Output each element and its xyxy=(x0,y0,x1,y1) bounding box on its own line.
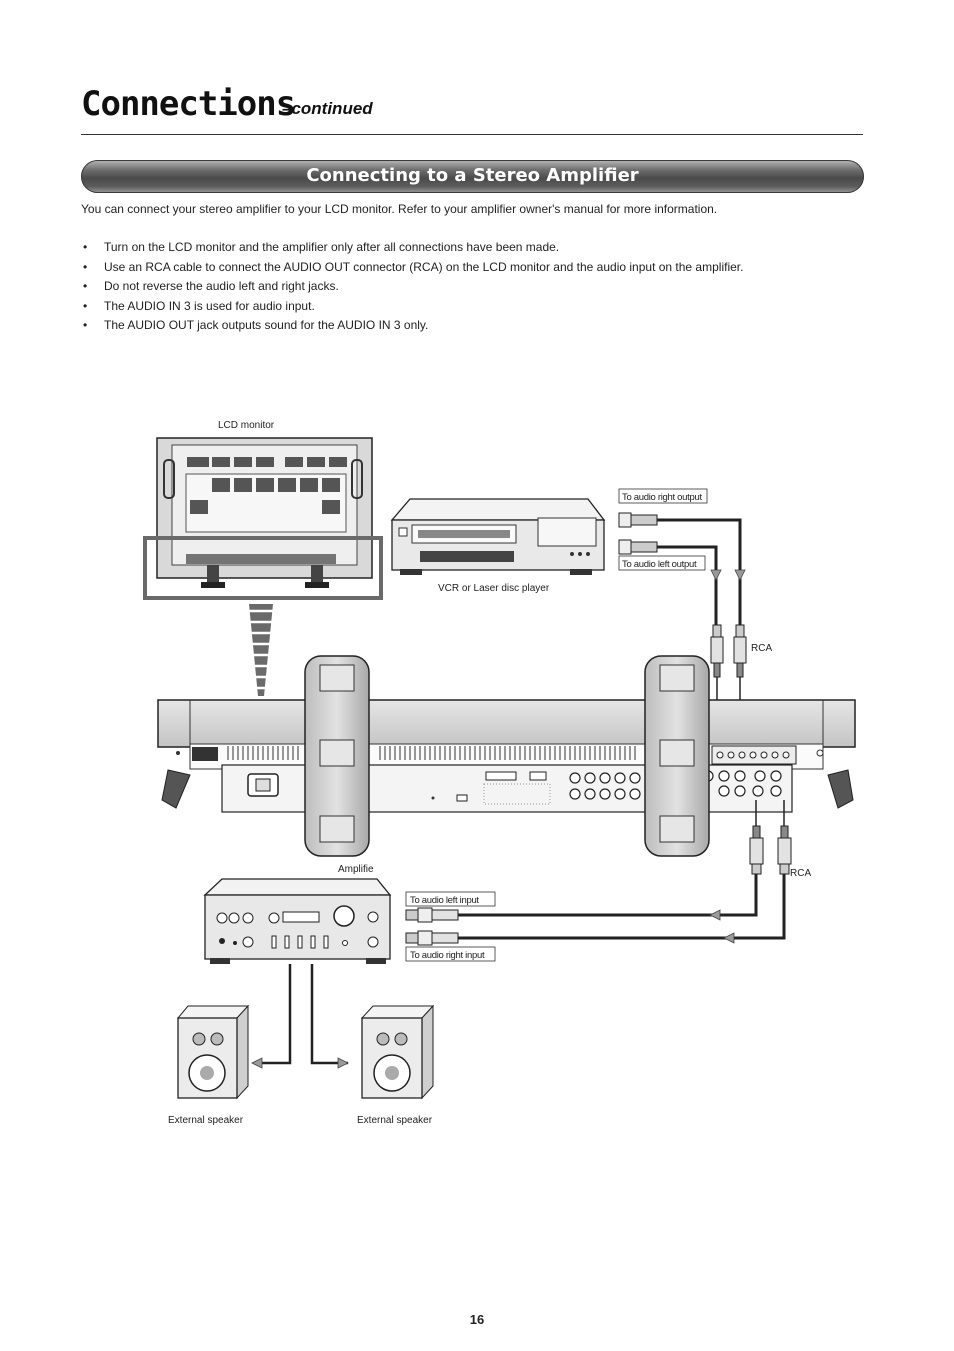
page-number: 16 xyxy=(469,1312,485,1327)
vcr-rca-plugs xyxy=(619,513,657,554)
list-item-text: The AUDIO IN 3 is used for audio input. xyxy=(104,298,315,313)
right-output-label: To audio right output xyxy=(622,492,702,503)
amplifier xyxy=(205,879,390,964)
page-subtitle: –continued xyxy=(282,99,373,118)
bullet-mark: • xyxy=(83,318,88,332)
vcr-audio-cables xyxy=(657,520,740,625)
amplifier-label: Amplifie xyxy=(338,864,374,875)
section-title: Connecting to a Stereo Amplifier xyxy=(306,165,639,186)
vcr-player xyxy=(392,499,604,575)
list-item-text: Turn on the LCD monitor and the amplifier only after all connections have been made. xyxy=(104,240,560,254)
speaker-right xyxy=(362,1006,433,1098)
speaker-wires xyxy=(258,964,348,1063)
speaker-left-label: External speaker xyxy=(168,1115,244,1126)
list-item-text: Do not reverse the audio left and right jacks. xyxy=(104,279,339,293)
bullet-mark: • xyxy=(83,240,88,254)
bullet-mark: • xyxy=(83,259,88,274)
left-output-label: To audio left output xyxy=(622,559,697,570)
bullet-mark: • xyxy=(83,298,88,313)
rca-label-top: RCA xyxy=(751,643,773,654)
speaker-left xyxy=(178,1006,248,1098)
rca-label-bottom: RCA xyxy=(790,868,812,879)
speaker-right-label: External speaker xyxy=(357,1115,433,1126)
zoom-indicator xyxy=(246,604,276,696)
page-title: Connections xyxy=(81,84,296,124)
lcd-monitor-rear xyxy=(145,438,381,598)
list-item-text: Use an RCA cable to connect the AUDIO OUT connector (RCA) on the LCD monitor and the audio input on the amplifier. xyxy=(104,259,744,274)
right-input-label: To audio right input xyxy=(410,950,485,961)
lcd-monitor-label: LCD monitor xyxy=(218,420,275,431)
bullet-mark: • xyxy=(83,279,88,293)
amplifier-audio-cables xyxy=(458,874,784,938)
list-item-text: The AUDIO OUT jack outputs sound for the AUDIO IN 3 only. xyxy=(104,318,429,332)
vcr-label: VCR or Laser disc player xyxy=(438,583,550,594)
amplifier-rca-plugs xyxy=(406,908,458,945)
intro-paragraph: You can connect your stereo amplifier to your LCD monitor. Refer to your amplifier owner's manual for more information. xyxy=(81,202,718,216)
left-input-label: To audio left input xyxy=(410,895,479,906)
